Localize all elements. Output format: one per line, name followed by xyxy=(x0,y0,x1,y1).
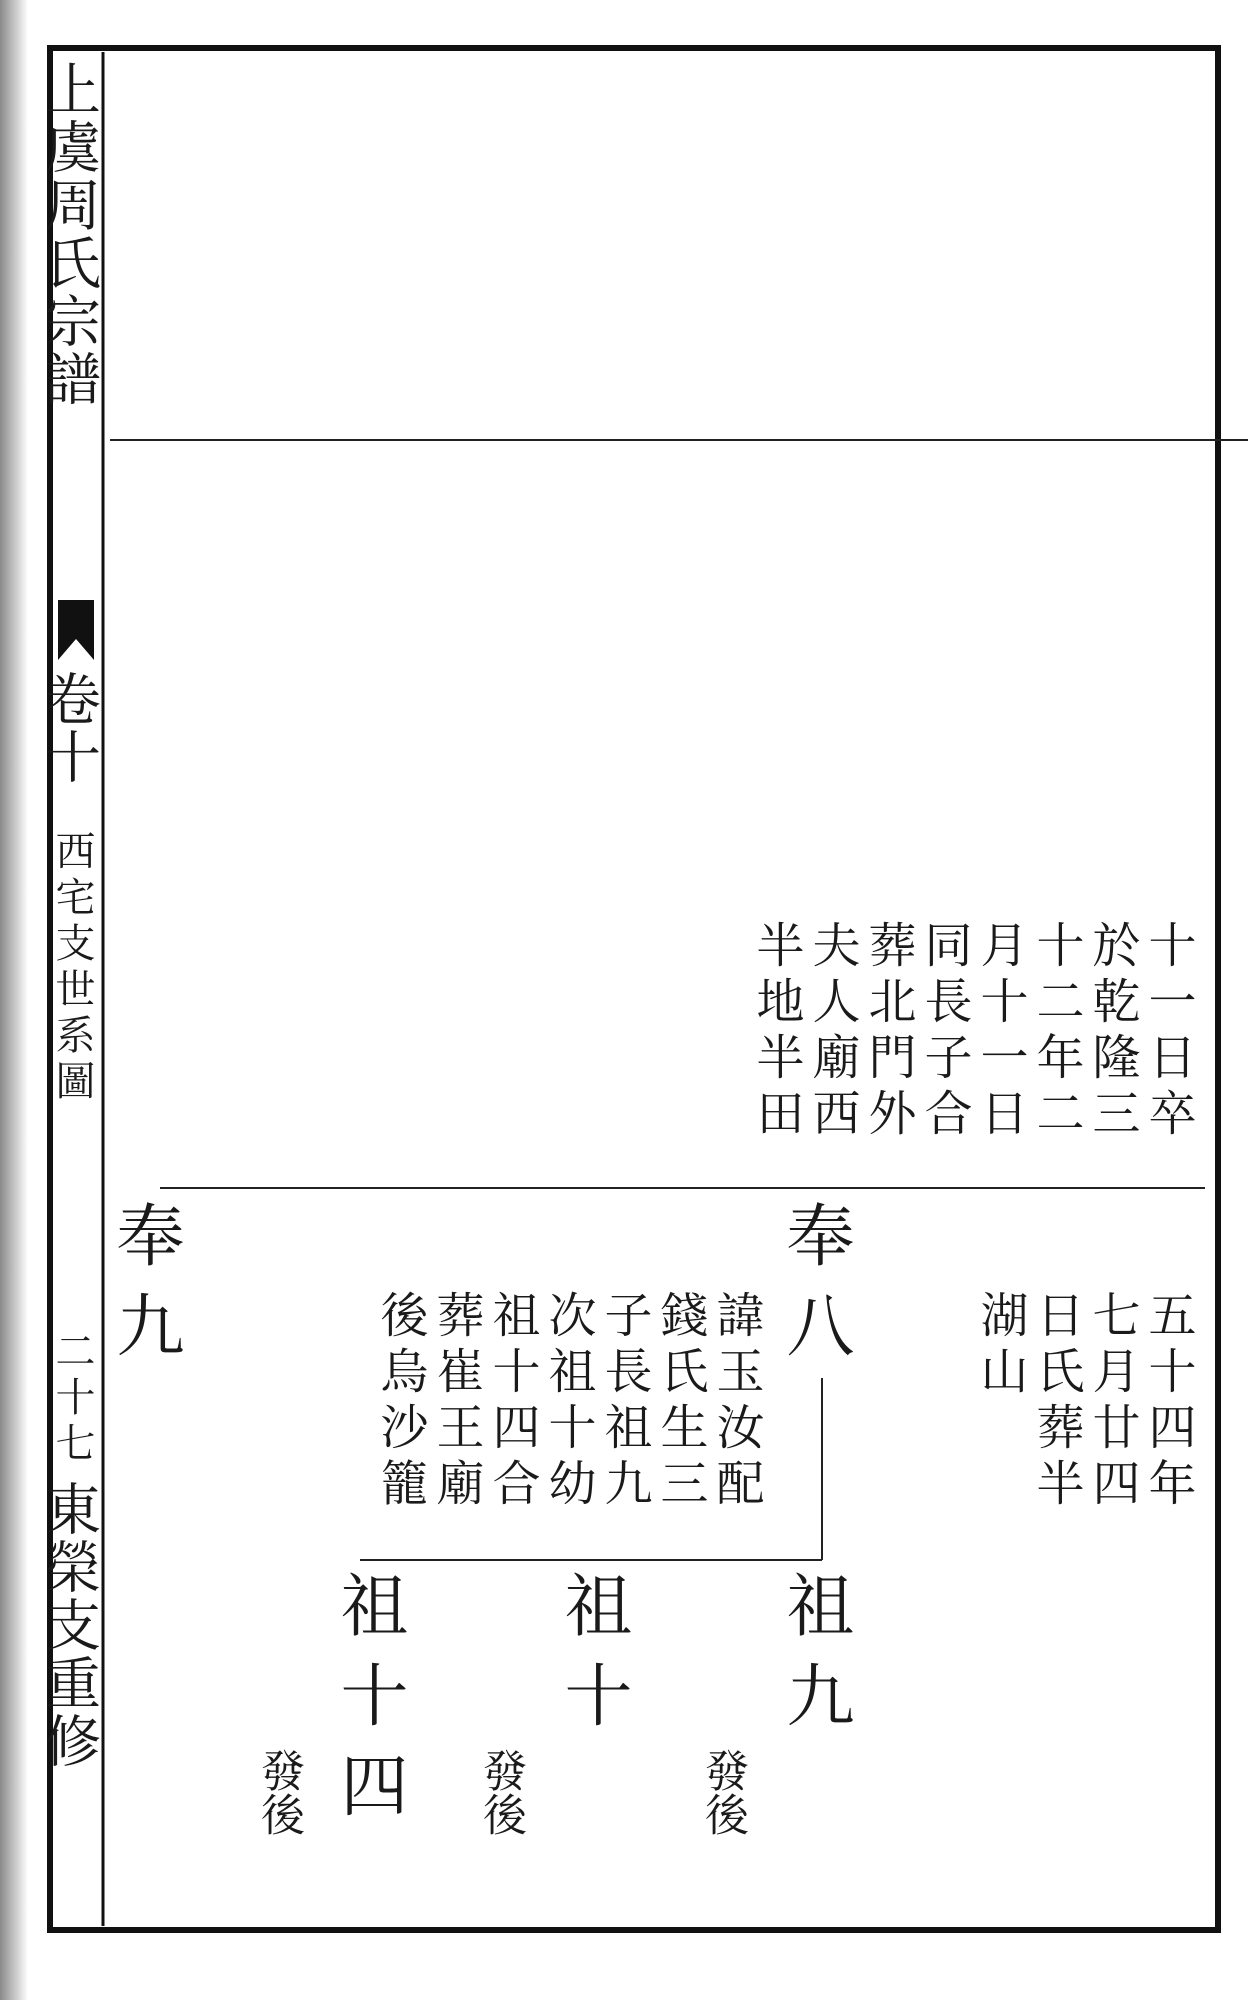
fa-label-zu10: 發後 xyxy=(475,1748,526,1836)
note-column-4: 月十一日 xyxy=(972,920,1028,1144)
bio-column-3: 子長祖九 xyxy=(596,1290,652,1514)
fa-label-zu14: 發後 xyxy=(253,1748,304,1836)
bio-column-4: 次祖十幼 xyxy=(540,1290,596,1514)
bio-column-1: 諱玉汝配 xyxy=(708,1290,764,1514)
fa-label-zu9: 發後 xyxy=(697,1748,748,1836)
person-name-feng9: 奉九 xyxy=(105,1200,184,1380)
note-column-5: 同長子合 xyxy=(916,920,972,1144)
person-name-zu9: 祖九 xyxy=(775,1570,854,1750)
bio-column-5: 祖十四合 xyxy=(484,1290,540,1514)
person-name-feng8: 奉八 xyxy=(775,1200,854,1380)
feng8-note-3: 日氏葬半 xyxy=(1028,1290,1084,1514)
book-title: 上虞周氏宗譜 xyxy=(36,60,101,408)
volume-number: 卷十 xyxy=(36,670,101,786)
note-column-2: 於乾隆三 xyxy=(1084,920,1140,1144)
person-name-zu14: 祖十四 xyxy=(329,1570,408,1840)
bio-column-7: 後烏沙籠 xyxy=(372,1290,428,1514)
note-column-8: 半地半田 xyxy=(748,920,804,1144)
edition-note: 東榮支重修 xyxy=(36,1480,101,1770)
bio-column-6: 葬崔王廟 xyxy=(428,1290,484,1514)
note-column-6: 葬北門外 xyxy=(860,920,916,1144)
person-name-zu10: 祖十 xyxy=(553,1570,632,1750)
note-column-7: 夫人廟西 xyxy=(804,920,860,1144)
note-column-1: 十一日卒 xyxy=(1140,920,1196,1144)
feng8-note-4: 湖山 xyxy=(972,1290,1028,1402)
bio-column-2: 錢氏生三 xyxy=(652,1290,708,1514)
note-column-3: 十二年二 xyxy=(1028,920,1084,1144)
section-title: 西宅支世系圖 xyxy=(49,830,95,1106)
page-number: 二十七 xyxy=(49,1330,95,1468)
feng8-note-1: 五十四年 xyxy=(1140,1290,1196,1514)
feng8-note-2: 七月廿四 xyxy=(1084,1290,1140,1514)
